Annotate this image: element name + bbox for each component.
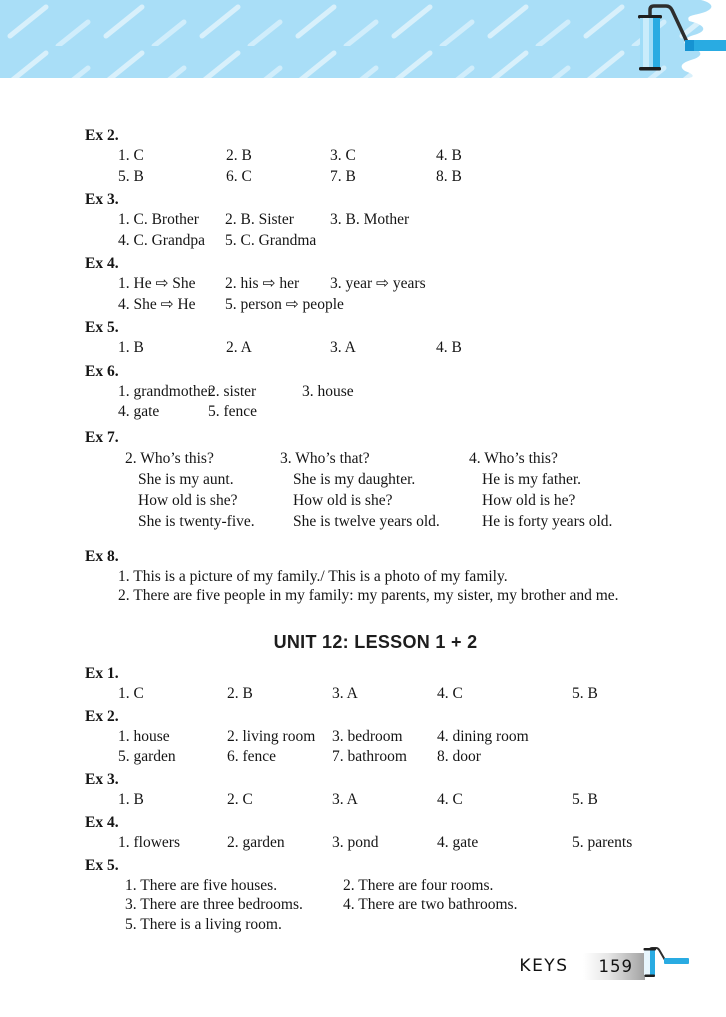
answer-row bbox=[125, 490, 696, 511]
answer-row bbox=[125, 511, 696, 532]
answer-item: 4. There are two bathrooms. bbox=[343, 896, 518, 913]
answer-item: 4. gate bbox=[118, 403, 160, 420]
answer-item: 1. This is a picture of my family./ This is a photo of my family. bbox=[118, 567, 508, 585]
answer-item: 4. B bbox=[436, 339, 462, 356]
answer-item: 3. B. Mother bbox=[330, 211, 410, 228]
answer-item: 2. B. Sister bbox=[225, 211, 294, 228]
answer-item: 4. dining room bbox=[437, 727, 529, 745]
answer-row bbox=[118, 684, 696, 704]
exercise-block bbox=[85, 770, 696, 810]
answer-item: How old is she? bbox=[293, 491, 393, 509]
exercise-label: Ex 1. bbox=[85, 664, 119, 682]
exercise-label: Ex 4. bbox=[85, 255, 119, 272]
answer-item: 3. A bbox=[332, 684, 358, 702]
exercise-label: Ex 2. bbox=[85, 707, 119, 725]
answer-item: How old is she? bbox=[138, 491, 238, 509]
answer-item: 2. A bbox=[226, 339, 252, 356]
exercise-block bbox=[85, 707, 696, 767]
mini-paint-roller-icon bbox=[642, 945, 700, 981]
answer-item: 2. There are five people in my family: my parents, my sister, my brother and me. bbox=[118, 587, 619, 604]
answer-item: 2. B bbox=[226, 147, 252, 164]
page-number-chip bbox=[583, 953, 646, 980]
section-unit12-answers bbox=[85, 664, 696, 935]
answer-item: She is twenty-five. bbox=[138, 512, 255, 530]
answer-item: 4. gate bbox=[437, 833, 479, 851]
exercise-block bbox=[85, 664, 696, 704]
answer-item: 1. house bbox=[118, 727, 170, 745]
answer-item: 4. She ⇨ He bbox=[118, 295, 196, 313]
exercise-block bbox=[85, 813, 696, 853]
footer-keys-label: KEYS bbox=[519, 956, 569, 976]
answer-item: 4. C. Grandpa bbox=[118, 231, 205, 249]
answer-row bbox=[118, 338, 696, 359]
exercise-block bbox=[85, 190, 696, 251]
answer-item: 5. C. Grandma bbox=[225, 231, 317, 249]
answer-item: 3. bedroom bbox=[332, 727, 403, 745]
answer-item: 3. Who’s that? bbox=[280, 449, 370, 467]
answer-item: 2. Who’s this? bbox=[125, 449, 214, 467]
exercise-label: Ex 5. bbox=[85, 856, 119, 874]
unit-heading: UNIT 12: LESSON 1 + 2 bbox=[273, 631, 478, 652]
exercise-label: Ex 8. bbox=[85, 547, 119, 565]
answer-item: 5. parents bbox=[572, 833, 633, 851]
answer-row bbox=[125, 448, 696, 469]
answer-item: 3. A bbox=[330, 339, 356, 356]
answer-item: 2. B bbox=[227, 684, 253, 702]
answer-item: He is my father. bbox=[482, 470, 582, 488]
answer-item: 4. C bbox=[437, 684, 463, 702]
exercise-label: Ex 5. bbox=[85, 319, 119, 336]
answer-row bbox=[125, 915, 696, 935]
answer-item: 3. year ⇨ years bbox=[330, 275, 426, 292]
answer-item: 5. person ⇨ people bbox=[225, 295, 344, 313]
answer-item: 2. There are four rooms. bbox=[343, 876, 494, 894]
answer-item: 1. flowers bbox=[118, 833, 180, 851]
answer-item: 3. A bbox=[332, 790, 358, 808]
exercise-label: Ex 7. bbox=[85, 428, 119, 446]
answer-item: 4. B bbox=[436, 147, 462, 164]
answer-row bbox=[118, 790, 696, 810]
answer-item: 2. C bbox=[227, 790, 253, 808]
answer-row bbox=[118, 146, 696, 167]
paint-band-streaks bbox=[0, 0, 711, 78]
answer-item: 2. garden bbox=[227, 833, 285, 851]
answer-item: 6. C bbox=[226, 167, 252, 185]
answer-item: 3. pond bbox=[332, 833, 379, 851]
page-footer bbox=[519, 948, 700, 984]
answer-item: 1. C bbox=[118, 684, 144, 702]
answer-row bbox=[118, 295, 696, 316]
answer-row bbox=[118, 167, 696, 188]
answer-item: 2. his ⇨ her bbox=[225, 275, 300, 292]
answer-row bbox=[118, 210, 696, 231]
answer-key-content bbox=[0, 126, 726, 937]
answer-row bbox=[125, 469, 696, 490]
answer-item: 7. bathroom bbox=[332, 747, 407, 765]
answer-item: 5. B bbox=[118, 167, 144, 185]
answer-item: 6. fence bbox=[227, 747, 277, 765]
exercise-block bbox=[85, 428, 696, 532]
answer-item: 1. He ⇨ She bbox=[118, 275, 196, 292]
answer-row bbox=[118, 382, 696, 403]
answer-row bbox=[118, 402, 696, 423]
exercise-label: Ex 6. bbox=[85, 362, 119, 380]
answer-item: 5. B bbox=[572, 790, 598, 808]
exercise-block bbox=[85, 254, 696, 315]
answer-item: 3. house bbox=[302, 382, 354, 400]
answer-row bbox=[118, 231, 696, 252]
answer-row bbox=[125, 895, 696, 915]
answer-item: 2. living room bbox=[227, 727, 316, 745]
answer-item: 2. sister bbox=[208, 382, 257, 400]
exercise-block bbox=[85, 362, 696, 423]
answer-item: 1. C bbox=[118, 147, 144, 164]
answer-item: 4. C bbox=[437, 790, 463, 808]
answer-item: 3. There are three bedrooms. bbox=[125, 896, 303, 913]
answer-item: 5. There is a living room. bbox=[125, 915, 282, 933]
answer-row bbox=[118, 727, 696, 747]
exercise-block bbox=[85, 547, 696, 606]
answer-item: 5. fence bbox=[208, 403, 258, 420]
answer-row bbox=[118, 586, 696, 606]
answer-item: 1. There are five houses. bbox=[125, 876, 278, 894]
exercise-block bbox=[85, 318, 696, 359]
exercise-label: Ex 4. bbox=[85, 813, 119, 831]
page-header bbox=[0, 0, 726, 82]
exercise-block bbox=[85, 126, 696, 187]
painted-band-graphic bbox=[0, 0, 726, 82]
answer-item: 5. garden bbox=[118, 747, 176, 765]
answer-item: 4. Who’s this? bbox=[469, 449, 558, 467]
answer-item: She is my daughter. bbox=[293, 470, 416, 488]
exercise-label: Ex 2. bbox=[85, 127, 119, 144]
answer-item: She is twelve years old. bbox=[293, 512, 440, 530]
answer-row bbox=[125, 876, 696, 896]
answer-item: 7. B bbox=[330, 167, 356, 185]
page-number: 159 bbox=[598, 956, 633, 976]
answer-row bbox=[118, 274, 696, 295]
answer-row bbox=[118, 567, 696, 587]
answer-row bbox=[118, 833, 696, 853]
answer-item: 1. B bbox=[118, 339, 144, 356]
answer-item: 5. B bbox=[572, 684, 598, 702]
exercise-label: Ex 3. bbox=[85, 191, 119, 208]
answer-item: 8. door bbox=[437, 747, 481, 765]
answer-item: He is forty years old. bbox=[482, 512, 613, 530]
answer-item: 1. C. Brother bbox=[118, 211, 199, 228]
answer-item: 8. B bbox=[436, 167, 462, 185]
answer-item: She is my aunt. bbox=[138, 470, 234, 488]
answer-item: How old is he? bbox=[482, 491, 576, 509]
exercise-block bbox=[85, 856, 696, 935]
answer-row bbox=[118, 747, 696, 767]
answer-item: 1. B bbox=[118, 790, 144, 808]
exercise-label: Ex 3. bbox=[85, 770, 119, 788]
answer-item: 1. grandmother bbox=[118, 382, 213, 400]
answer-item: 3. C bbox=[330, 147, 356, 164]
section-unit11-answers bbox=[85, 126, 696, 606]
